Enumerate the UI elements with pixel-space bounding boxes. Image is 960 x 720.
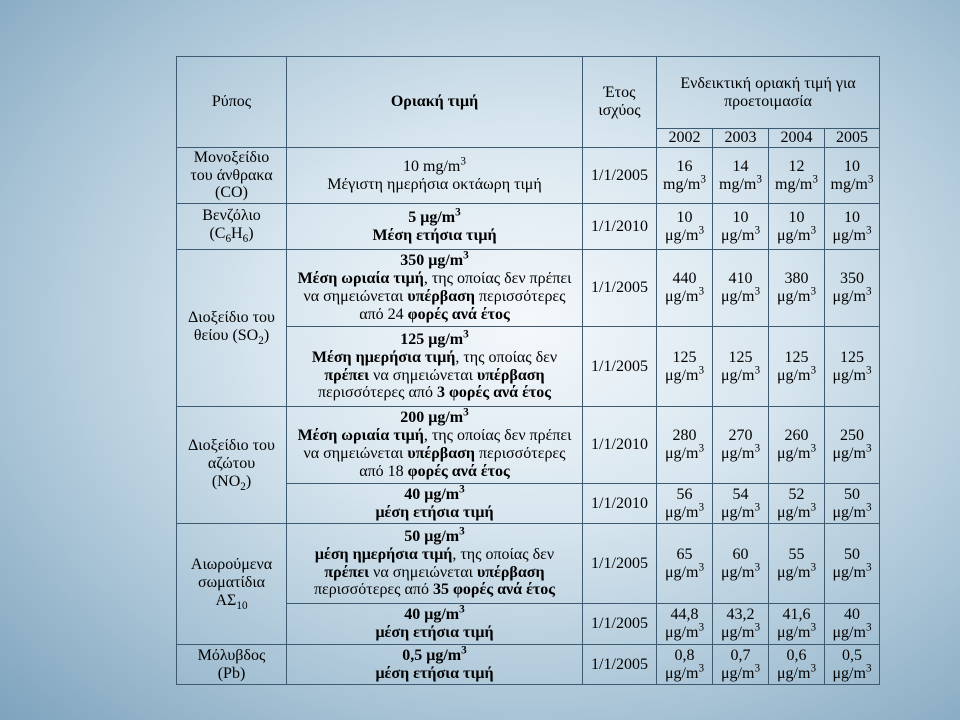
limit-pm10-annual: 40 $\mu g/m^3$ μέση ετήσια τιμή <box>287 604 583 645</box>
value-cell: 54 $\mu g/m^3$ <box>713 484 769 524</box>
value-cell: 41,6 $\mu g/m^3$ <box>769 604 825 645</box>
pollutant-co-line1: Μονοξείδιο <box>193 148 270 166</box>
limit-value: 10 mg/m <box>403 157 461 175</box>
header-year-2002: 2002 <box>657 129 713 148</box>
value-cell: 10 $\mu g/m^3$ <box>769 204 825 250</box>
value-cell: 0,7 $\mu g/m^3$ <box>713 645 769 685</box>
pollutant-pm10: Αιωρούμενα σωματίδια $A\Sigma_{10}$ <box>177 524 287 645</box>
pollutant-no2: Διοξείδιο του αζώτου $(NO_2)$ <box>177 407 287 524</box>
header-year-2004: 2004 <box>769 129 825 148</box>
pollutant-co-line3: (CO) <box>215 184 248 202</box>
value-cell: 10 $\mu g/m^3$ <box>825 204 880 250</box>
value-cell: 65 $\mu g/m^3$ <box>657 524 713 604</box>
row-benzene <box>177 204 880 250</box>
value-cell: 44,8 $\mu g/m^3$ <box>657 604 713 645</box>
value-cell: 125 $\mu g/m^3$ <box>657 327 713 407</box>
header-effective-year: Έτος ισχύος <box>583 57 657 148</box>
limit-co: 10 $mg/m^3$ Μέγιστη ημερήσια οκτάωρη τιμή <box>287 148 583 204</box>
value-cell: 16 $mg/m^3$ <box>657 148 713 204</box>
limit-benzene: 5 $\mu g/m^3$ Μέση ετήσια τιμή <box>287 204 583 250</box>
value-cell: 10 $mg/m^3$ <box>825 148 880 204</box>
value-cell: 40 $\mu g/m^3$ <box>825 604 880 645</box>
row-pb <box>177 645 880 685</box>
value-cell: 380 $\mu g/m^3$ <box>769 250 825 327</box>
header-row-1 <box>177 57 880 129</box>
value-cell: 270 $\mu g/m^3$ <box>713 407 769 484</box>
limit-pm10-daily: 50 $\mu g/m^3$ μέση ημερήσια τιμή, της οποίας δεν πρέπει να σημειώνεται υπέρβαση περισσότερες από 35 φορές ανά έτος <box>287 524 583 604</box>
effective-year: 1/1/2010 <box>583 204 657 250</box>
header-year-2005: 2005 <box>825 129 880 148</box>
row-pm10-daily <box>177 524 880 604</box>
header-year-2003: 2003 <box>713 129 769 148</box>
header-indicative: Ενδεικτική οριακή τιμή για προετοιμασία <box>657 57 880 129</box>
air-quality-limits-table <box>176 56 880 685</box>
limit-so2-hourly: 350 $\mu g/m^3$ Μέση ωριαία τιμή, της οποίας δεν πρέπει να σημειώνεται υπέρβαση περισσότερες από 24 φορές ανά έτος <box>287 250 583 327</box>
value-cell: 52 $\mu g/m^3$ <box>769 484 825 524</box>
header-pollutant: Ρύπος <box>177 57 287 148</box>
value-cell: 440 $\mu g/m^3$ <box>657 250 713 327</box>
effective-year: 1/1/2005 <box>583 645 657 685</box>
value-cell: 50 $\mu g/m^3$ <box>825 524 880 604</box>
value-cell: 14 $mg/m^3$ <box>713 148 769 204</box>
value-cell: 125 $\mu g/m^3$ <box>825 327 880 407</box>
effective-year: 1/1/2005 <box>583 524 657 604</box>
value-cell: 55 $\mu g/m^3$ <box>769 524 825 604</box>
effective-year: 1/1/2005 <box>583 604 657 645</box>
effective-year: 1/1/2010 <box>583 407 657 484</box>
value-cell: 260 $\mu g/m^3$ <box>769 407 825 484</box>
limit-no2-annual: 40 $\mu g/m^3$ μέση ετήσια τιμή <box>287 484 583 524</box>
pollutant-pb: Μόλυβδος (Pb) <box>177 645 287 685</box>
row-no2-hourly <box>177 407 880 484</box>
effective-year: 1/1/2005 <box>583 327 657 407</box>
limit-no2-hourly: 200 $\mu g/m^3$ Μέση ωριαία τιμή, της οποίας δεν πρέπει να σημειώνεται υπέρβαση περισσότερες από 18 φορές ανά έτος <box>287 407 583 484</box>
limit-so2-daily: 125 $\mu g/m^3$ Μέση ημερήσια τιμή, της οποίας δεν πρέπει να σημειώνεται υπέρβαση περισσότερες από 3 φορές ανά έτος <box>287 327 583 407</box>
value-cell: 12 $mg/m^3$ <box>769 148 825 204</box>
value-cell: 43,2 $\mu g/m^3$ <box>713 604 769 645</box>
row-co <box>177 148 880 204</box>
pollutant-co-line2: του άνθρακα <box>190 166 273 184</box>
value-cell: 0,8 $\mu g/m^3$ <box>657 645 713 685</box>
pollutant-benzene: Βενζόλιο $(C_6H_6)$ <box>177 204 287 250</box>
effective-year: 1/1/2005 <box>583 148 657 204</box>
limit-desc: Μέγιστη ημερήσια οκτάωρη τιμή <box>327 175 542 193</box>
row-so2-hourly <box>177 250 880 327</box>
effective-year: 1/1/2010 <box>583 484 657 524</box>
limit-pb: 0,5 $\mu g/m^3$ μέση ετήσια τιμή <box>287 645 583 685</box>
value-cell: 60 $\mu g/m^3$ <box>713 524 769 604</box>
value-cell: 0,6 $\mu g/m^3$ <box>769 645 825 685</box>
value-cell: 10 $\mu g/m^3$ <box>713 204 769 250</box>
value-cell: 280 $\mu g/m^3$ <box>657 407 713 484</box>
value-cell: 125 $\mu g/m^3$ <box>769 327 825 407</box>
value-cell: 350 $\mu g/m^3$ <box>825 250 880 327</box>
header-limit: Οριακή τιμή <box>287 57 583 148</box>
effective-year: 1/1/2005 <box>583 250 657 327</box>
value-cell: 56 $\mu g/m^3$ <box>657 484 713 524</box>
value-cell: 250 $\mu g/m^3$ <box>825 407 880 484</box>
pollutant-co <box>177 148 287 204</box>
value-cell: 10 $\mu g/m^3$ <box>657 204 713 250</box>
pollutant-so2: Διοξείδιο του θείου $(SO_2)$ <box>177 250 287 407</box>
value-cell: 410 $\mu g/m^3$ <box>713 250 769 327</box>
value-cell: 125 $\mu g/m^3$ <box>713 327 769 407</box>
value-cell: 50 $\mu g/m^3$ <box>825 484 880 524</box>
value-cell: 0,5 $\mu g/m^3$ <box>825 645 880 685</box>
